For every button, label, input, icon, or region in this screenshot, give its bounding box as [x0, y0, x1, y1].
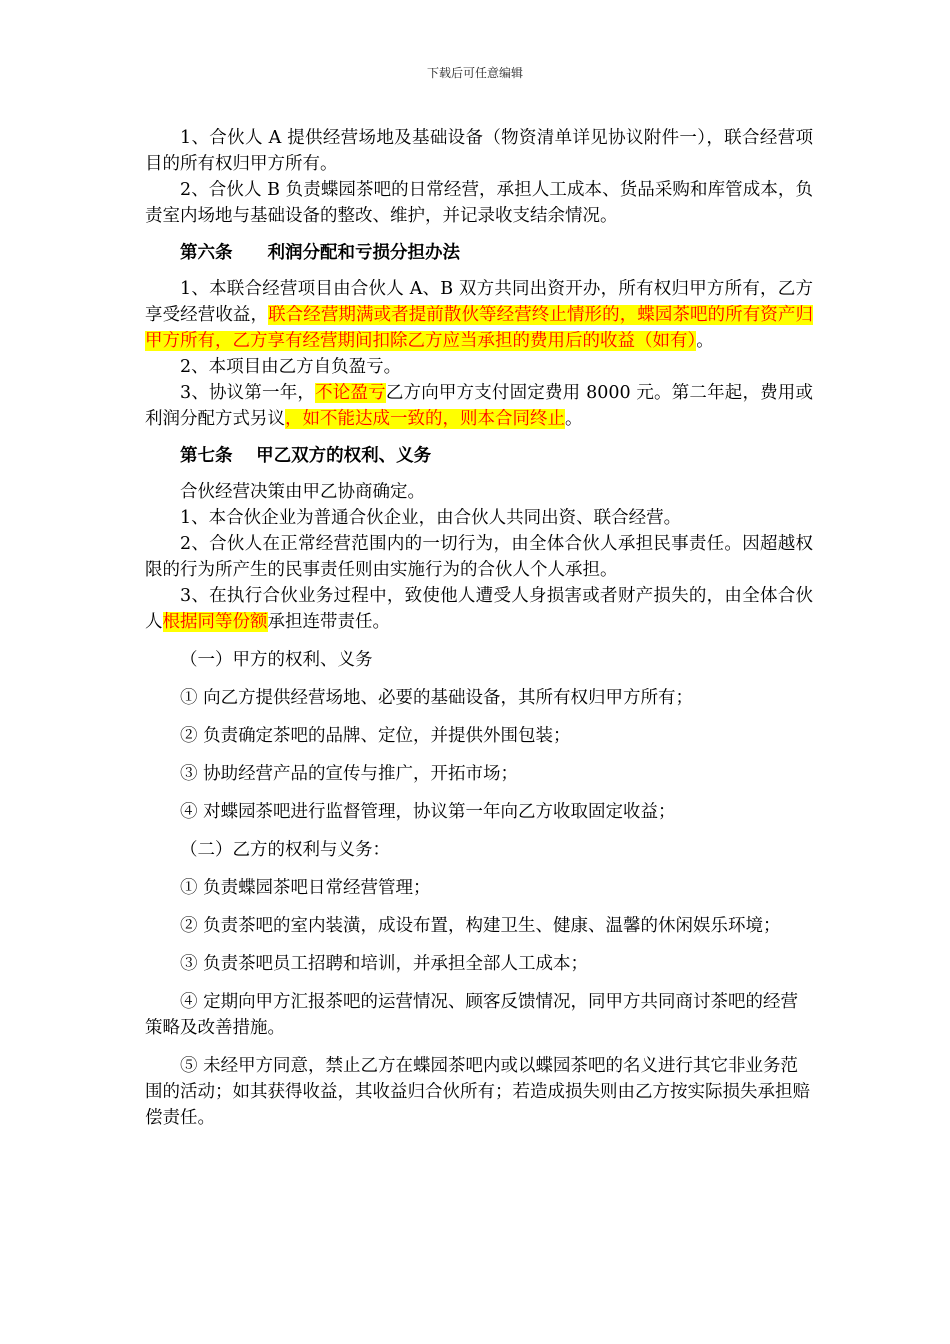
page-header: 下载后可任意编辑 — [426, 66, 523, 80]
section-7-heading: 第七条 甲乙双方的权利、义务 — [180, 446, 432, 466]
party-b-subheading: （二）乙方的权利与义务： — [180, 840, 390, 860]
clause-7-item-1: 1、本合伙企业为普通合伙企业，由合伙人共同出资、联合经营。 — [180, 508, 682, 528]
section-6-heading: 第六条 利润分配和亏损分担办法 — [180, 243, 460, 263]
party-a-duty-4: ④ 对蝶园茶吧进行监督管理，协议第一年向乙方收取固定收益； — [180, 802, 676, 822]
clause-6-item-3-end: 。 — [565, 409, 583, 429]
party-b-duty-4: ④ 定期向甲方汇报茶吧的运营情况、顾客反馈情况，同甲方共同商讨茶吧的经营策略及改善措施。 — [145, 992, 799, 1038]
party-a-subheading: （一）甲方的权利、义务 — [180, 650, 373, 670]
clause-6-item-1-highlight: 联合经营期满或者提前散伙等经营终止情形的，蝶园茶吧的所有资产归甲方所有，乙方享有经营期间扣除乙方应当承担的费用后的收益（如有） — [145, 305, 814, 351]
clause-7-item-3-text-b: 承担连带责任。 — [267, 612, 390, 632]
party-a-duty-1: ① 向乙方提供经营场地、必要的基础设备，其所有权归甲方所有； — [180, 688, 694, 708]
party-b-duty-3: ③ 负责茶吧员工招聘和培训，并承担全部人工成本； — [180, 954, 589, 974]
clause-5-item-1: 1、合伙人 A 提供经营场地及基础设备（物资清单详见协议附件一），联合经营项目的所有权归甲方所有。 — [145, 128, 813, 174]
clause-7-item-3-text-a: 3、在执行合伙业务过程中，致使他人遭受人身损害或者财产损失的，由全体合伙人 — [145, 586, 813, 632]
clause-6-item-1 — [145, 276, 813, 354]
clause-7-item-2: 2、合伙人在正常经营范围内的一切行为，由全体合伙人承担民事责任。因超越权限的行为所产生的民事责任则由实施行为的合伙人个人承担。 — [145, 534, 813, 580]
clause-6-item-1-text: 1、本联合经营项目由合伙人 A、B 双方共同出资开办，所有权归甲方所有，乙方享受经营收益， — [145, 279, 813, 325]
clause-7-intro: 合伙经营决策由甲乙协商确定。 — [180, 482, 425, 502]
party-a-duty-2: ② 负责确定茶吧的品牌、定位，并提供外围包装； — [180, 726, 571, 746]
clause-6-item-3 — [145, 380, 813, 432]
clause-6-item-3-text-b: 乙方向甲方支付固定费用 8000 元。第二年起，费用或利润分配方式另议 — [145, 383, 813, 429]
clause-7-item-3-highlight: 根据同等份额 — [162, 612, 268, 632]
clause-6-item-2: 2、本项目由乙方自负盈亏。 — [180, 357, 402, 377]
party-a-duty-3: ③ 协助经营产品的宣传与推广，开拓市场； — [180, 764, 519, 784]
clause-6-item-3-text-a: 3、协议第一年， — [180, 383, 316, 403]
clause-6-item-1-end: 。 — [696, 331, 714, 351]
party-b-duty-2: ② 负责茶吧的室内装潢，成设布置，构建卫生、健康、温馨的休闲娱乐环境； — [180, 916, 781, 936]
clause-6-item-3-highlight-1: 不论盈亏 — [315, 383, 386, 403]
party-b-duty-5: ⑤ 未经甲方同意，禁止乙方在蝶园茶吧内或以蝶园茶吧的名义进行其它非业务范围的活动；如其获得收益，其收益归合伙所有；若造成损失则由乙方按实际损失承担赔偿责任。 — [145, 1056, 810, 1128]
document-body — [145, 125, 813, 1131]
clause-7-item-3 — [145, 583, 813, 635]
clause-6-item-3-highlight-2: ，如不能达成一致的，则本合同终止 — [285, 409, 565, 429]
clause-5-item-2: 2、合伙人 B 负责蝶园茶吧的日常经营，承担人工成本、货品采购和库管成本，负责室内场地与基础设备的整改、维护，并记录收支结余情况。 — [145, 180, 813, 226]
party-b-duty-1: ① 负责蝶园茶吧日常经营管理； — [180, 878, 431, 898]
